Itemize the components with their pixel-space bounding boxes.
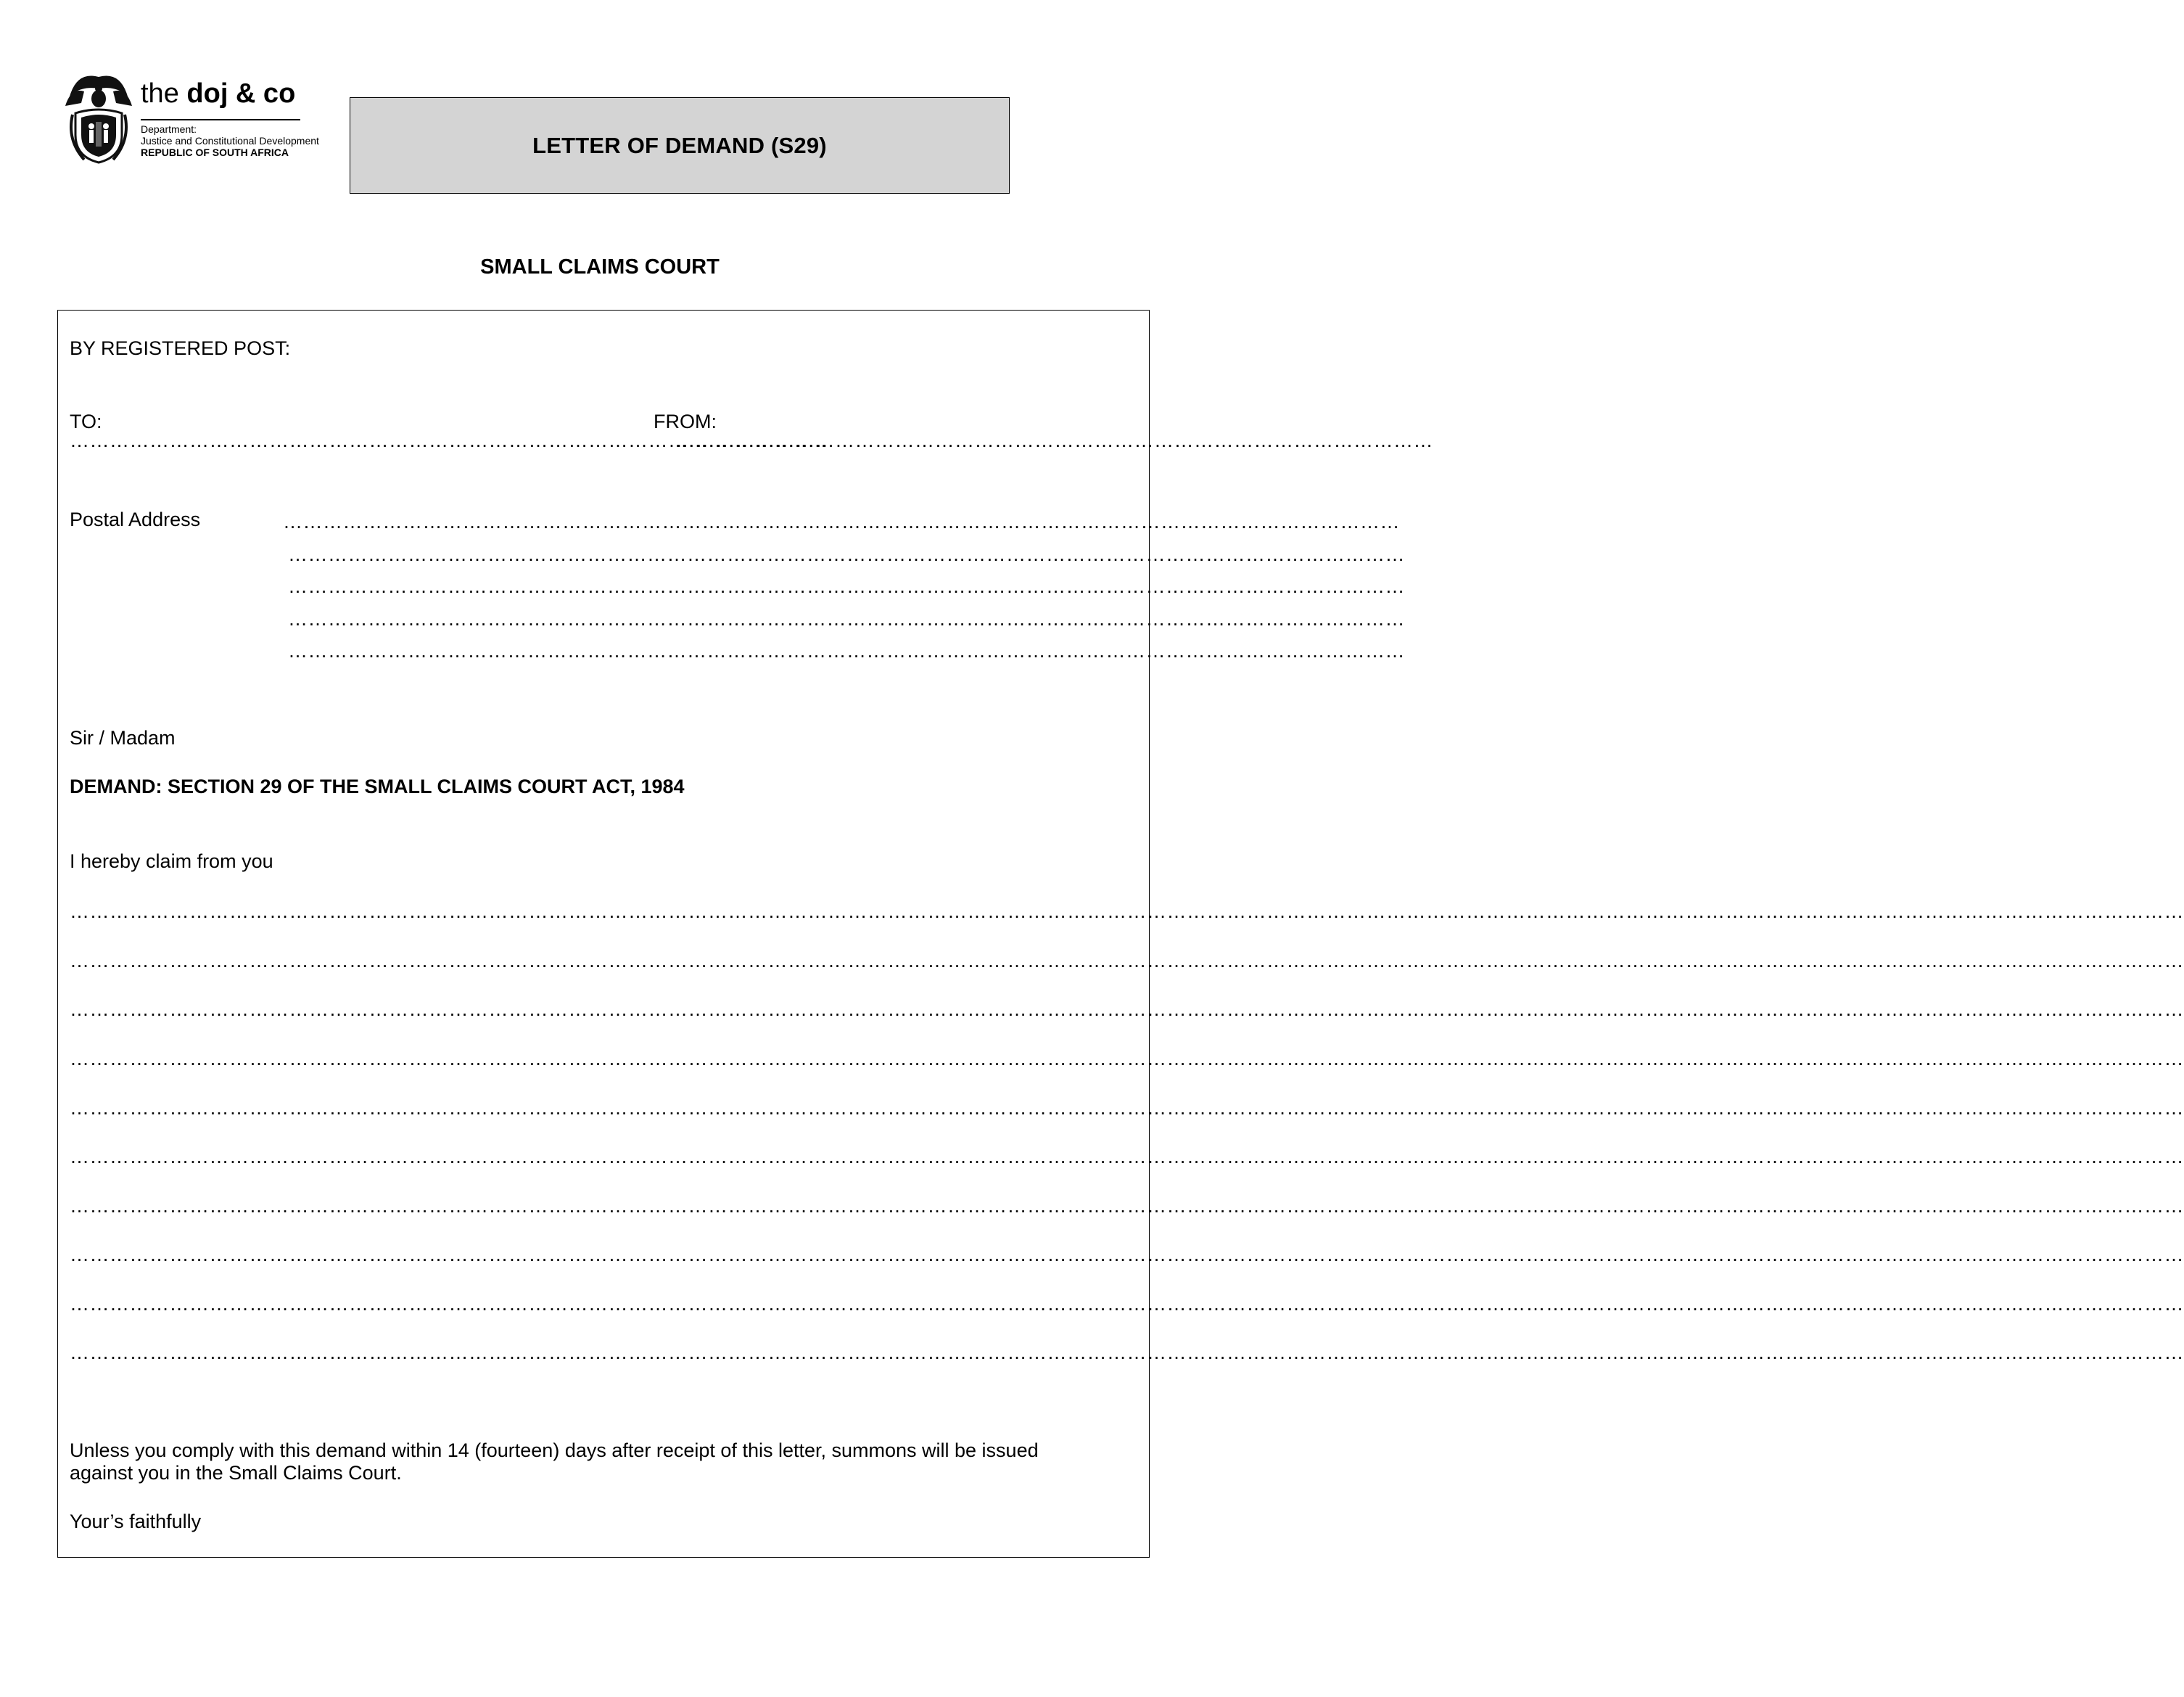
- postal-address-line-3[interactable]: ……………………………………………………………………………………………………………………………………………………: [288, 575, 1405, 597]
- warning-line-2: against you in the Small Claims Court.: [70, 1462, 402, 1484]
- closing: Your’s faithfully: [70, 1511, 202, 1532]
- logo-divider: [141, 119, 300, 120]
- brand-name: doj & co: [186, 78, 296, 109]
- salutation: Sir / Madam: [70, 727, 176, 749]
- claim-line-8[interactable]: …………………………………………………………………………………………………………………………………………………………………………………………………………………………………………………………………………………………: [70, 1244, 2184, 1265]
- claim-intro: I hereby claim from you: [70, 850, 273, 872]
- to-label: TO:: [70, 411, 102, 432]
- dept-line-2: Justice and Constitutional Development: [141, 135, 319, 147]
- coat-of-arms-icon: [62, 71, 135, 165]
- claim-line-2[interactable]: …………………………………………………………………………………………………………………………………………………………………………………………………………………………………………………………………………………………: [70, 950, 2184, 971]
- from-field[interactable]: ……………………………………………………………………………………………………: [675, 430, 1433, 451]
- claim-line-7[interactable]: …………………………………………………………………………………………………………………………………………………………………………………………………………………………………………………………………………………………: [70, 1195, 2184, 1217]
- dept-line-3: REPUBLIC OF SOUTH AFRICA: [141, 147, 289, 158]
- postal-address-label: Postal Address: [70, 509, 201, 530]
- postal-address-line-4[interactable]: ……………………………………………………………………………………………………………………………………………………: [288, 608, 1405, 630]
- delivery-method: BY REGISTERED POST:: [70, 337, 291, 359]
- claim-line-5[interactable]: …………………………………………………………………………………………………………………………………………………………………………………………………………………………………………………………………………………………: [70, 1097, 2184, 1119]
- postal-address-line-2[interactable]: ……………………………………………………………………………………………………………………………………………………: [288, 543, 1405, 565]
- claim-line-4[interactable]: …………………………………………………………………………………………………………………………………………………………………………………………………………………………………………………………………………………………: [70, 1048, 2184, 1069]
- postal-address-line-5[interactable]: ……………………………………………………………………………………………………………………………………………………: [288, 640, 1405, 662]
- claim-line-10[interactable]: …………………………………………………………………………………………………………………………………………………………………………………………………………………………………………………………………………………………: [70, 1341, 2184, 1363]
- dept-line-1: Department:: [141, 123, 197, 135]
- claim-line-3[interactable]: …………………………………………………………………………………………………………………………………………………………………………………………………………………………………………………………………………………………: [70, 998, 2184, 1020]
- form-title-box: [350, 97, 1010, 194]
- claim-line-1[interactable]: …………………………………………………………………………………………………………………………………………………………………………………………………………………………………………………………………………………………: [70, 900, 2184, 922]
- claim-line-9[interactable]: …………………………………………………………………………………………………………………………………………………………………………………………………………………………………………………………………………………………: [70, 1293, 2184, 1315]
- to-field[interactable]: ……………………………………………………………………………………………………: [70, 430, 828, 451]
- brand-prefix: the: [141, 78, 187, 109]
- court-name: SMALL CLAIMS COURT: [480, 255, 720, 279]
- brand-wordmark: [141, 78, 295, 110]
- letter-form: [57, 310, 2184, 1558]
- claim-line-6[interactable]: …………………………………………………………………………………………………………………………………………………………………………………………………………………………………………………………………………………………: [70, 1146, 2184, 1167]
- postal-address-line-1[interactable]: ……………………………………………………………………………………………………………………………………………………: [283, 511, 1400, 533]
- from-label: FROM:: [654, 411, 717, 432]
- demand-heading: DEMAND: SECTION 29 OF THE SMALL CLAIMS COURT ACT, 1984: [70, 776, 685, 797]
- form-title: LETTER OF DEMAND (S29): [532, 132, 827, 158]
- warning-line-1: Unless you comply with this demand within 14 (fourteen) days after receipt of this letter, summons will be issued: [70, 1439, 1039, 1461]
- doj-logo: [62, 71, 319, 173]
